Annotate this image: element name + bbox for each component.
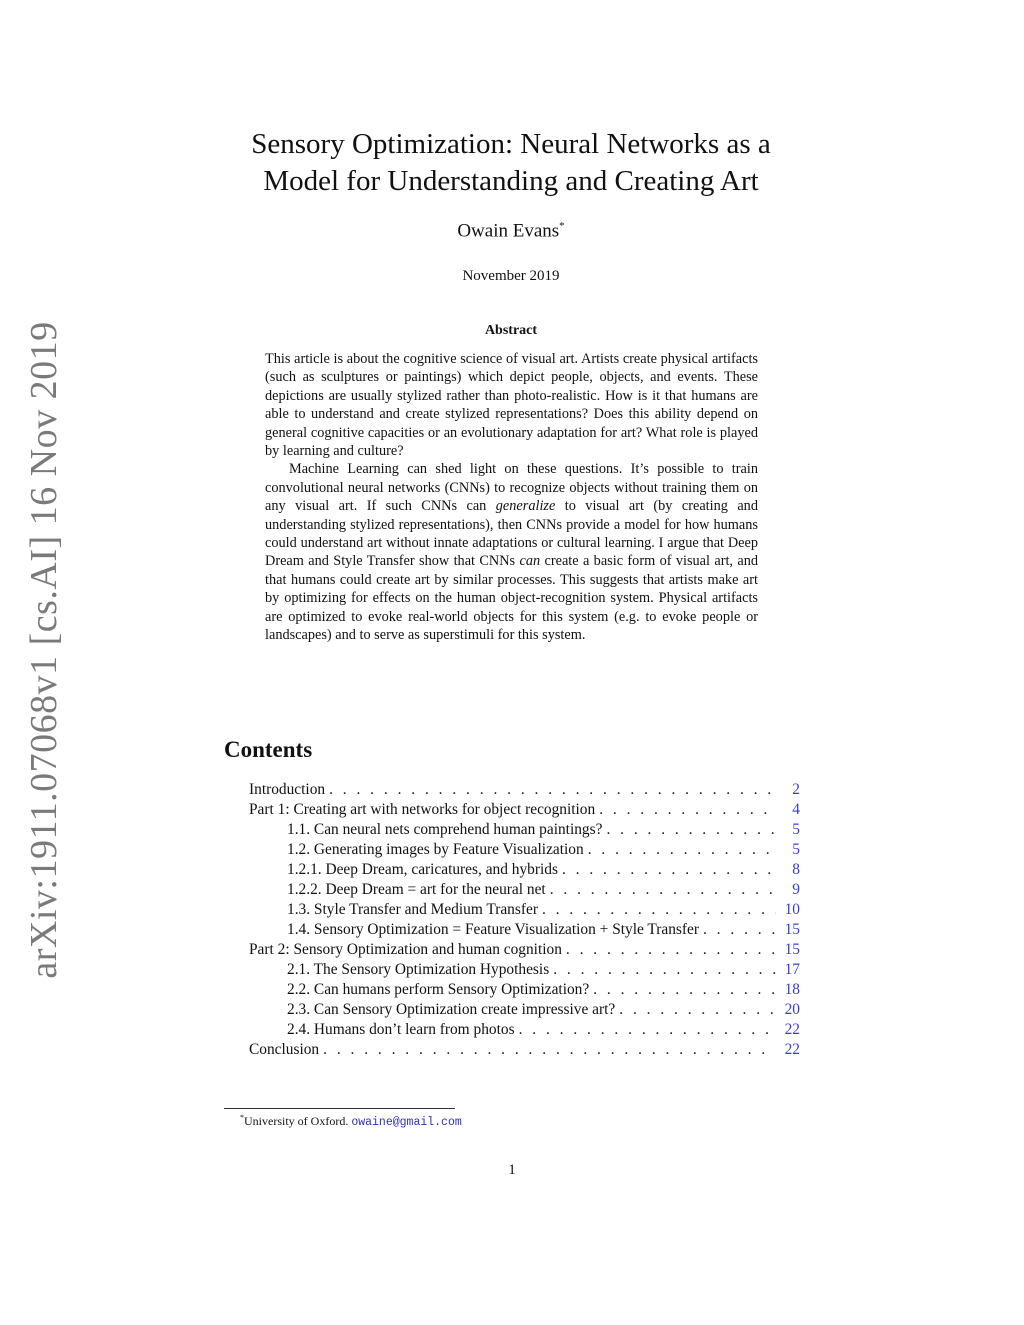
arxiv-identifier: arXiv:1911.07068v1 [cs.AI] 16 Nov 2019 xyxy=(23,321,65,979)
toc-entry-label[interactable]: 2.2. Can humans perform Sensory Optimization? xyxy=(287,981,590,998)
contents-heading: Contents xyxy=(224,737,313,762)
toc-entry-label[interactable]: Introduction xyxy=(249,781,326,798)
toc-entry-1-1[interactable] xyxy=(249,820,800,840)
toc-entry-part-1[interactable] xyxy=(249,800,800,820)
toc-page-link[interactable]: 15 xyxy=(784,941,800,958)
toc-entry-label[interactable]: 2.3. Can Sensory Optimization create impressive art? xyxy=(287,1001,616,1018)
abstract-body xyxy=(265,350,758,645)
author-name: Owain Evans xyxy=(457,220,560,242)
toc-leader-dots xyxy=(566,940,776,960)
toc-entry-label[interactable]: Part 1: Creating art with networks for object recognition xyxy=(249,801,596,818)
footnote xyxy=(240,1113,462,1129)
footnote-divider xyxy=(224,1108,455,1109)
abstract-emphasis: can xyxy=(519,553,541,570)
page-number: 1 xyxy=(508,1162,516,1178)
toc-leader-dots xyxy=(588,840,776,860)
toc-leader-dots xyxy=(329,780,776,800)
toc-entry-label[interactable]: 1.2.1. Deep Dream, caricatures, and hybrids xyxy=(287,861,558,878)
abstract-heading: Abstract xyxy=(484,323,538,338)
toc-entry-label[interactable]: 1.3. Style Transfer and Medium Transfer xyxy=(287,901,538,918)
toc-page-link[interactable]: 10 xyxy=(784,901,800,918)
toc-page-link[interactable]: 15 xyxy=(784,921,800,938)
toc-page-link[interactable]: 20 xyxy=(784,1001,800,1018)
author-email-link[interactable]: owaine@gmail.com xyxy=(351,1116,462,1129)
toc-leader-dots xyxy=(323,1040,776,1060)
toc-leader-dots xyxy=(593,980,776,1000)
toc-entry-1-2-2[interactable] xyxy=(249,880,800,900)
toc-entry-label[interactable]: 1.2.2. Deep Dream = art for the neural net xyxy=(287,881,546,898)
toc-page-link[interactable]: 17 xyxy=(784,961,800,978)
publication-date: November 2019 xyxy=(462,268,560,284)
toc-entry-2-3[interactable] xyxy=(249,1000,800,1020)
toc-entry-label[interactable]: 2.4. Humans don’t learn from photos xyxy=(287,1021,515,1038)
toc-page-link[interactable]: 5 xyxy=(792,841,800,858)
title-line-1: Sensory Optimization: Neural Networks as a xyxy=(251,128,771,160)
abstract-paragraph-2 xyxy=(265,460,758,644)
toc-leader-dots xyxy=(553,960,776,980)
toc-leader-dots xyxy=(542,900,776,920)
table-of-contents xyxy=(249,780,800,1060)
toc-leader-dots xyxy=(703,920,776,940)
toc-entry-label[interactable]: Part 2: Sensory Optimization and human cognition xyxy=(249,941,562,958)
title-line-2: Model for Understanding and Creating Art xyxy=(263,165,759,197)
toc-entry-1-2-1[interactable] xyxy=(249,860,800,880)
toc-entry-label[interactable]: 1.4. Sensory Optimization = Feature Visualization + Style Transfer xyxy=(287,921,699,938)
toc-leader-dots xyxy=(562,860,776,880)
toc-entry-2-4[interactable] xyxy=(249,1020,800,1040)
toc-entry-label[interactable]: Conclusion xyxy=(249,1041,320,1058)
toc-entry-part-2[interactable] xyxy=(249,940,800,960)
toc-entry-conclusion[interactable] xyxy=(249,1040,800,1060)
abstract-text: create a basic form of visual art, and that humans could create art by similar processes. This suggests that artists make art by optimizing for effects on the human object-recognition system. Physical artifacts are optimized to evoke real-world objects for this system (e.g. to evoke people or landscapes) and to serve as superstimuli for this system. xyxy=(265,553,759,644)
toc-entry-2-2[interactable] xyxy=(249,980,800,1000)
abstract-text: to visual art (by creating and understanding stylized representations), then CNNs provide a model for how humans could understand art without innate adaptations or cultural learning. I argue that Deep Dream and Style Transfer show that CNNs xyxy=(265,498,758,570)
toc-page-link[interactable]: 22 xyxy=(784,1021,800,1038)
toc-page-link[interactable]: 22 xyxy=(784,1041,800,1058)
author-footnote-mark[interactable]: * xyxy=(559,220,565,232)
toc-leader-dots xyxy=(606,820,776,840)
toc-entry-1-3[interactable] xyxy=(249,900,800,920)
abstract-paragraph-1: This article is about the cognitive science of visual art. Artists create physical artifacts (such as sculptures or paintings) which depict people, objects, and events. These depictions are usually stylized rather than photo-realistic. How is it that humans are able to understand and create stylized representations? Does this ability depend on general cognitive capacities or an evolutionary adaptation for art? What role is played by learning and culture? xyxy=(265,351,758,460)
toc-entry-label[interactable]: 1.1. Can neural nets comprehend human paintings? xyxy=(287,821,603,838)
toc-leader-dots xyxy=(599,800,776,820)
toc-page-link[interactable]: 5 xyxy=(792,821,800,838)
toc-entry-label[interactable]: 1.2. Generating images by Feature Visualization xyxy=(287,841,584,858)
toc-entry-2-1[interactable] xyxy=(249,960,800,980)
abstract-emphasis: generalize xyxy=(495,498,556,515)
toc-page-link[interactable]: 18 xyxy=(784,981,800,998)
toc-leader-dots xyxy=(619,1000,776,1020)
footnote-affiliation: University of Oxford. xyxy=(244,1114,349,1128)
toc-entry-label[interactable]: 2.1. The Sensory Optimization Hypothesis xyxy=(287,961,550,978)
toc-leader-dots xyxy=(519,1020,776,1040)
toc-page-link[interactable]: 9 xyxy=(792,881,800,898)
toc-page-link[interactable]: 4 xyxy=(792,801,800,818)
abstract-text: Machine Learning can shed light on these questions. It’s possible to train convolutional neural networks (CNNs) to recognize objects without training them on any visual art. If such CNNs can xyxy=(265,461,758,515)
toc-entry-1-4[interactable] xyxy=(249,920,800,940)
toc-leader-dots xyxy=(550,880,776,900)
toc-page-link[interactable]: 2 xyxy=(792,781,800,798)
footnote-mark: * xyxy=(240,1113,244,1122)
paper-title xyxy=(200,126,822,200)
author xyxy=(200,220,822,242)
toc-entry-1-2[interactable] xyxy=(249,840,800,860)
toc-entry-introduction[interactable] xyxy=(249,780,800,800)
toc-page-link[interactable]: 8 xyxy=(792,861,800,878)
